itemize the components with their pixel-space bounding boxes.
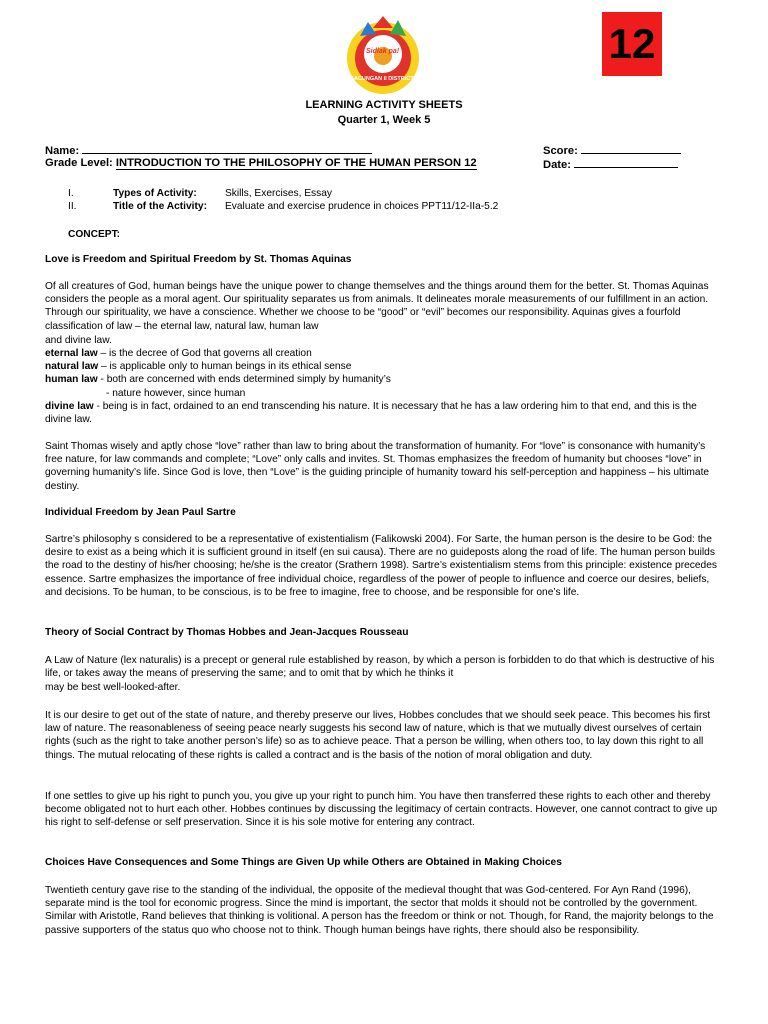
- activity-item-title: [68, 200, 498, 213]
- activity-number: I.: [68, 188, 74, 199]
- date-label: Date:: [543, 159, 571, 171]
- paragraph-hobbes-contracts: If one settles to give up his right to punch you, you give up your right to punch him. You have then transferred these rights to each other and thereby become obligated not to hurt each other. Hobbes continues by discussing the legitimacy of certain contracts. However, one cannot contract to give up his right to self-defense or self preservation. Since it is his sole motive for entering any contract.: [45, 791, 718, 829]
- law-definition-natural: [45, 360, 351, 373]
- paragraph-aquinas-love: Saint Thomas wisely and aptly chose “love” rather than law to bring about the transformation of humanity. For “love” is consonance with humanity’s free nature, for law commands and complete; “Love” only calls and invites. St. Thomas emphasizes the freedom of humanity but chooses “love” in governing humanity’s life. Since God is love, then “Love” is the guiding principle of humanity toward his self-perception and happiness – his ultimate destiny.: [45, 441, 710, 492]
- name-row: [45, 143, 372, 158]
- activity-item-types: [68, 187, 332, 200]
- section-heading-aquinas: Love is Freedom and Spiritual Freedom by St. Thomas Aquinas: [45, 254, 352, 265]
- paragraph-aquinas-intro: Of all creatures of God, human beings have the unique power to change themselves and the things around them for the better. St. Thomas Aquinas considers the people as a moral agent. Our spirituality separates us from animals. It delineates morale measurements of our fulfillment in an action. Through our spirituality, we have a conscience. Whether we choose to be “good” or “evil” becomes our responsibility. Aquinas gives a fourfold classification of law – the eternal law, natural law, human law: [45, 281, 709, 332]
- paragraph-sartre: Sartre’s philosophy s considered to be a representative of existentialism (Falikowski 2004). For Sarte, the human person is the desire to be God: the desire to exist as a being which it is sufficient ground in itself (en sui causa). There are no guideposts along the road of life. The human person builds the road to the destiny of his/her choosing; he/she is the creator (Srathern 1998). Sartre’s existentialism stems from this principle: existence precedes essence. Sartre emphasizes the importance of free individual choice, regardless of the power of people to influence and coerce our desires, beliefs, and decisions. To be human, to be conscious, is to be free to imagine, free to choose, and be responsible for one’s life.: [45, 534, 717, 598]
- law-def: - both are concerned with ends determined simply by humanity’s: [97, 374, 391, 385]
- law-term: divine law: [45, 401, 94, 412]
- grade-level-value: INTRODUCTION TO THE PHILOSOPHY OF THE HUMAN PERSON 12: [115, 157, 477, 169]
- paragraph-rand: Twentieth century gave rise to the standing of the individual, the opposite of the medieval thought that was God-centered. For Ayn Rand (1996), separate mind is the tool for economic progress. Since the mind is important, the sector that molds it should not be controlled by the government. Similar with Aristotle, Rand believes that thinking is volitional. A person has the freedom or think or not. Though, for Rand, the majority belongs to the passive supporters of the status quo who choose not to think. Though human beings have rights, there should also be responsibility.: [45, 885, 714, 936]
- activity-label: Title of the Activity:: [113, 201, 207, 212]
- date-field[interactable]: [574, 157, 678, 168]
- name-field[interactable]: [82, 143, 372, 154]
- page-subtitle: Quarter 1, Week 5: [337, 114, 431, 126]
- section-heading-sartre: Individual Freedom by Jean Paul Sartre: [45, 507, 236, 518]
- law-definition-divine: [45, 400, 725, 426]
- section-heading-social-contract: Theory of Social Contract by Thomas Hobbes and Jean-Jacques Rousseau: [45, 627, 409, 638]
- law-def: – is the decree of God that governs all creation: [97, 348, 312, 359]
- law-definition-human: [45, 373, 391, 386]
- concept-label: CONCEPT:: [68, 229, 121, 240]
- section-heading-choices: Choices Have Consequences and Some Things are Given Up while Others are Obtained in Making Choices: [45, 857, 562, 868]
- law-term: human law: [45, 374, 98, 385]
- paragraph-law-of-nature: A Law of Nature (lex naturalis) is a precept or general rule established by reason, by which a person is forbidden to do that which is destructive of his life, or takes away the means of preserving the same; and to omit that by which he thinks it: [45, 655, 715, 680]
- score-field[interactable]: [581, 143, 681, 154]
- page-title: LEARNING ACTIVITY SHEETS: [305, 99, 463, 111]
- logo-motto: Sidlak pa!: [366, 48, 400, 55]
- paragraph-hobbes-peace: It is our desire to get out of the state of nature, and thereby preserve our lives, Hobbes concludes that we should seek peace. This becomes his first law of nature. The reasonableness of seeing peace nearly suggests his second law of nature, which is that we mutually divest ourselves of certain rights (such as the right to take another person’s life) so as to achieve peace. That a person be willing, when others too, to lay down this right to all things. The mutual relocating of these rights is called a contract and is the basis of the notion of moral obligation and duty.: [45, 710, 711, 761]
- paragraph-aquinas-intro-tail: and divine law.: [45, 335, 112, 346]
- paragraph-law-of-nature-tail: may be best well-looked-after.: [45, 682, 181, 693]
- grade-level-row: [45, 157, 477, 170]
- activity-label: Types of Activity:: [113, 188, 197, 199]
- activity-value: Evaluate and exercise prudence in choices PPT11/12-IIa-5.2: [225, 201, 499, 212]
- law-term: eternal law: [45, 348, 98, 359]
- law-term: natural law: [45, 361, 99, 372]
- grade-badge: 12: [602, 12, 662, 76]
- law-definition-eternal: [45, 347, 312, 360]
- date-row: [543, 157, 678, 172]
- school-district-logo: [328, 14, 438, 96]
- score-row: [543, 143, 681, 158]
- activity-number: II.: [68, 201, 77, 212]
- logo-district-name: BACUNGAN II DISTRICT: [350, 76, 414, 82]
- law-def: - being is in fact, ordained to an end transcending his nature. It is necessary that he has a law ordering him to that end, and this is the divine law.: [45, 401, 697, 426]
- activity-value: Skills, Exercises, Essay: [225, 188, 332, 199]
- law-def: – is applicable only to human beings in its ethical sense: [98, 361, 352, 372]
- score-label: Score:: [543, 145, 578, 157]
- name-label: Name:: [45, 145, 80, 157]
- grade-level-label: Grade Level:: [45, 157, 113, 169]
- law-continuation: - nature however, since human: [106, 388, 246, 399]
